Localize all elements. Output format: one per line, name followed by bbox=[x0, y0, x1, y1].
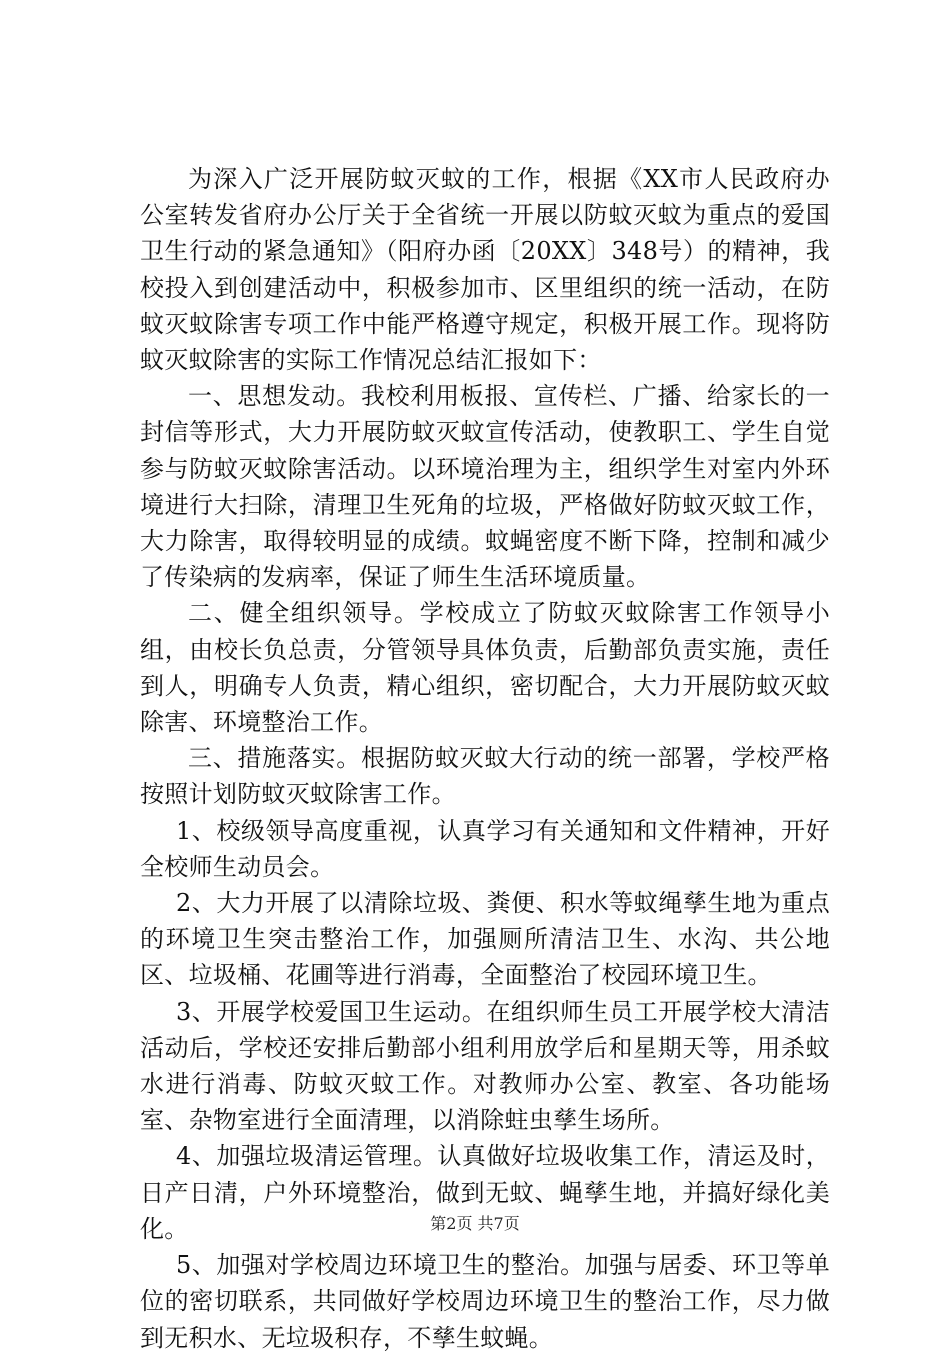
section-three-paragraph: 三、措施落实。根据防蚊灭蚊大行动的统一部署，学校严格按照计划防蚊灭蚊除害工作。 bbox=[140, 744, 830, 809]
measure-item-4: 4、加强垃圾清运管理。认真做好垃圾收集工作，清运及时，日产日清，户外环境整治，做到无蚊、蝇孳生地，并搞好绿化美化。 bbox=[140, 1142, 830, 1243]
intro-paragraph: 为深入广泛开展防蚊灭蚊的工作，根据《XX市人民政府办公室转发省府办公厅关于全省统一开展以防蚊灭蚊为重点的爱国卫生行动的紧急通知》（阳府办函〔20XX〕348号）的精神，我校投入到创建活动中，积极参加市、区里组织的统一活动，在防蚊灭蚊除害专项工作中能严格遵守规定，积极开展工作。现将防蚊灭蚊除害的实际工作情况总结汇报如下： bbox=[140, 165, 830, 375]
measure-item-5: 5、加强对学校周边环境卫生的整治。加强与居委、环卫等单位的密切联系，共同做好学校周边环境卫生的整治工作，尽力做到无积水、无垃圾积存，不孳生蚊蝇。 bbox=[140, 1251, 830, 1352]
page-number-footer: 第2页 共7页 bbox=[430, 1214, 520, 1233]
measure-item-2: 2、大力开展了以清除垃圾、粪便、积水等蚊绳孳生地为重点的环境卫生突击整治工作，加强厕所清洁卫生、水沟、共公地区、垃圾桶、花圃等进行消毒，全面整治了校园环境卫生。 bbox=[140, 889, 830, 990]
measure-item-3: 3、开展学校爱国卫生运动。在组织师生员工开展学校大清洁活动后，学校还安排后勤部小组利用放学后和星期天等，用杀蚊水进行消毒、防蚊灭蚊工作。对教师办公室、教室、各功能场室、杂物室进行全面清理，以消除蛀虫孳生场所。 bbox=[140, 997, 830, 1135]
document-body bbox=[140, 161, 830, 1356]
section-one-paragraph: 一、思想发动。我校利用板报、宣传栏、广播、给家长的一封信等形式，大力开展防蚊灭蚊宣传活动，使教职工、学生自觉参与防蚊灭蚊除害活动。以环境治理为主，组织学生对室内外环境进行大扫除，清理卫生死角的垃圾，严格做好防蚊灭蚊工作，大力除害，取得较明显的成绩。蚊蝇密度不断下降，控制和减少了传染病的发病率，保证了师生生活环境质量。 bbox=[140, 382, 830, 592]
measure-item-1: 1、校级领导高度重视，认真学习有关通知和文件精神，开好全校师生动员会。 bbox=[140, 816, 830, 881]
section-two-paragraph: 二、健全组织领导。学校成立了防蚊灭蚊除害工作领导小组，由校长负总责，分管领导具体负责，后勤部负责实施，责任到人，明确专人负责，精心组织，密切配合，大力开展防蚊灭蚊除害、环境整治工作。 bbox=[140, 599, 830, 737]
